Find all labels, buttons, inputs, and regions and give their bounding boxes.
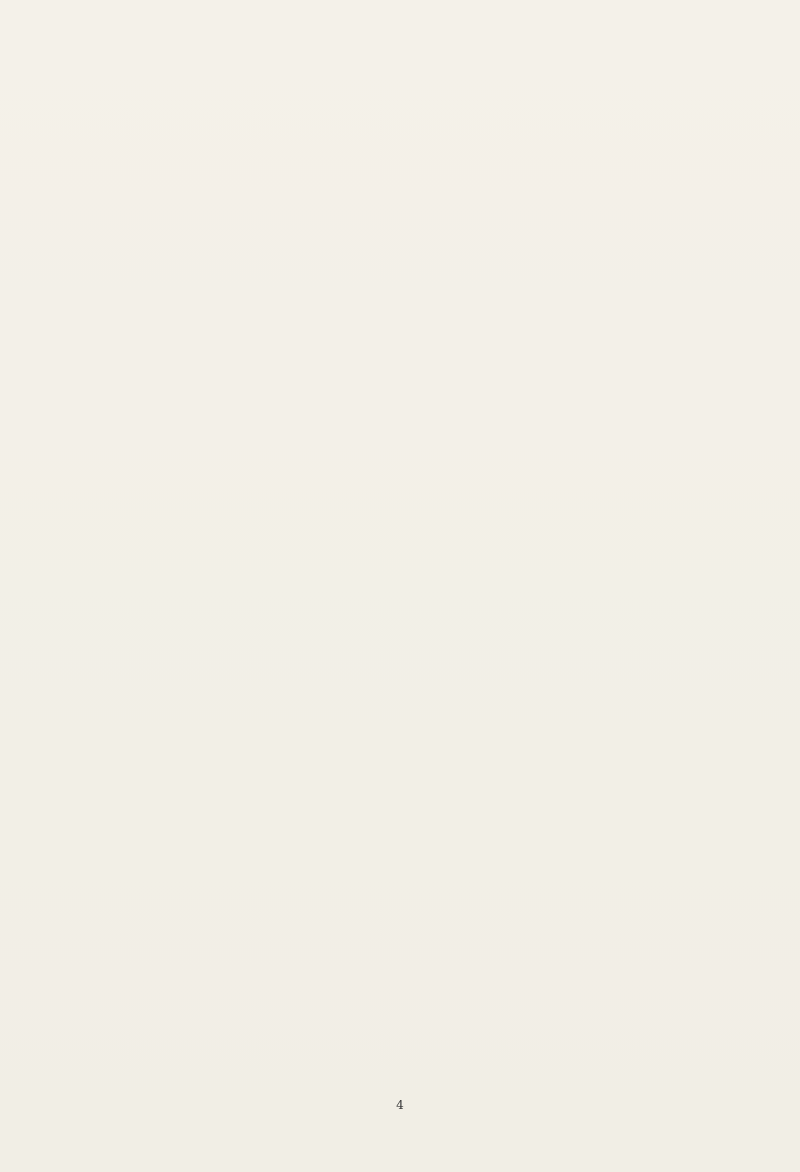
text-line xyxy=(82,656,722,700)
text-line xyxy=(82,392,722,436)
text-line xyxy=(82,172,722,216)
text-line xyxy=(82,744,722,788)
text-line xyxy=(82,796,722,840)
text-line xyxy=(82,84,722,128)
paragraph-gap xyxy=(82,788,722,796)
text-line xyxy=(82,524,722,568)
text-line xyxy=(82,612,722,656)
text-line xyxy=(82,700,722,744)
text-line xyxy=(82,436,722,480)
text-block xyxy=(82,40,722,1060)
text-line xyxy=(82,304,722,348)
text-line xyxy=(82,928,722,972)
text-line xyxy=(82,260,722,304)
text-line xyxy=(82,972,722,1016)
text-line xyxy=(82,216,722,260)
text-line xyxy=(82,1016,722,1060)
text-line xyxy=(82,480,722,524)
text-line xyxy=(82,568,722,612)
text-line xyxy=(82,128,722,172)
text-line xyxy=(82,884,722,928)
text-line xyxy=(82,840,722,884)
text-line xyxy=(82,40,722,84)
text-line xyxy=(82,348,722,392)
page-number: 4 xyxy=(396,1098,404,1112)
